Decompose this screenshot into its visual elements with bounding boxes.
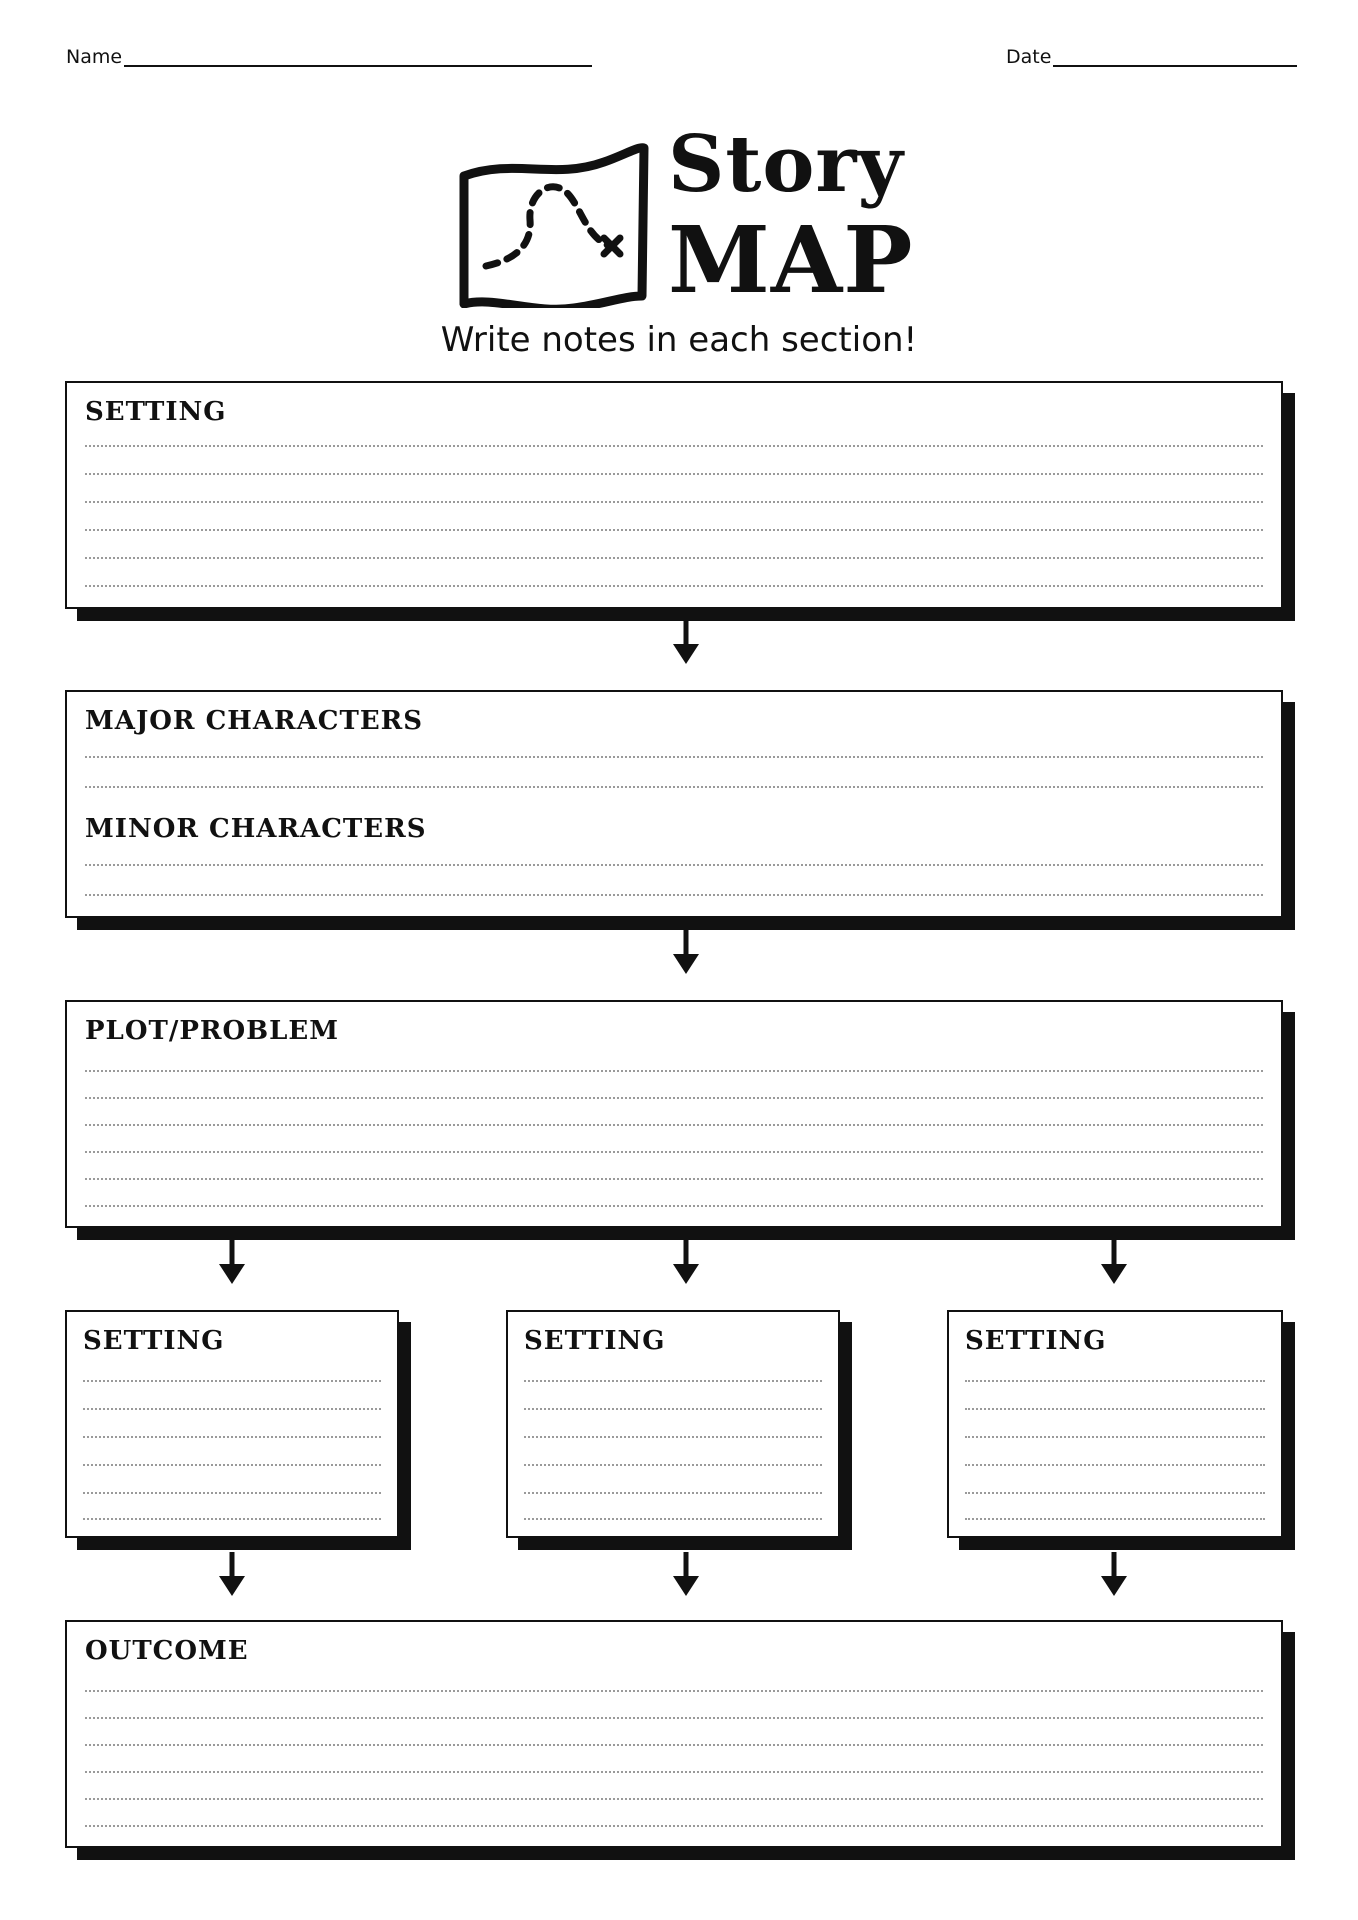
event-3-label: SETTING (965, 1326, 1107, 1356)
arrow-down-icon (212, 1240, 252, 1288)
writing-line (83, 1380, 381, 1382)
writing-line (524, 1492, 822, 1494)
event-box-3[interactable] (947, 1310, 1283, 1538)
writing-line (85, 1151, 1263, 1153)
name-field[interactable] (66, 48, 592, 67)
writing-line (965, 1408, 1265, 1410)
writing-line (85, 529, 1263, 531)
arrow-down-icon (666, 1552, 706, 1600)
characters-box[interactable] (65, 690, 1283, 918)
plot-problem-label: PLOT/PROBLEM (85, 1016, 339, 1046)
writing-line (85, 1690, 1263, 1692)
writing-line (83, 1518, 381, 1520)
date-line[interactable] (1053, 49, 1297, 67)
title-map: MAP (668, 206, 914, 314)
event-box-1[interactable] (65, 1310, 399, 1538)
writing-line (85, 585, 1263, 587)
writing-line (85, 1070, 1263, 1072)
writing-line (965, 1380, 1265, 1382)
writing-line (83, 1436, 381, 1438)
writing-line (965, 1518, 1265, 1520)
treasure-map-icon (454, 128, 664, 308)
writing-line (85, 501, 1263, 503)
writing-line (85, 1205, 1263, 1207)
writing-line (85, 1717, 1263, 1719)
writing-line (85, 894, 1263, 896)
event-box-2[interactable] (506, 1310, 840, 1538)
writing-line (524, 1436, 822, 1438)
writing-line (965, 1464, 1265, 1466)
writing-line (83, 1464, 381, 1466)
writing-line (85, 786, 1263, 788)
major-characters-label: MAJOR CHARACTERS (85, 706, 424, 736)
event-2-label: SETTING (524, 1326, 666, 1356)
writing-line (85, 1744, 1263, 1746)
writing-line (965, 1492, 1265, 1494)
arrow-down-icon (212, 1552, 252, 1600)
minor-characters-label: MINOR CHARACTERS (85, 814, 427, 844)
writing-line (83, 1408, 381, 1410)
name-line[interactable] (124, 49, 592, 67)
writing-line (85, 1178, 1263, 1180)
writing-line (965, 1436, 1265, 1438)
writing-line (85, 1124, 1263, 1126)
writing-line (85, 1097, 1263, 1099)
plot-problem-box[interactable] (65, 1000, 1283, 1228)
arrow-down-icon (666, 1240, 706, 1288)
writing-line (85, 1825, 1263, 1827)
setting-label: SETTING (85, 397, 227, 427)
date-field[interactable] (1006, 48, 1297, 67)
event-1-label: SETTING (83, 1326, 225, 1356)
writing-line (85, 864, 1263, 866)
arrow-down-icon (666, 620, 706, 668)
writing-line (524, 1464, 822, 1466)
writing-line (85, 756, 1263, 758)
writing-line (524, 1380, 822, 1382)
subtitle: Write notes in each section! (440, 320, 918, 360)
outcome-box[interactable] (65, 1620, 1283, 1848)
title-story: Story (668, 119, 904, 210)
writing-line (524, 1408, 822, 1410)
date-label: Date (1006, 46, 1052, 68)
writing-line (85, 1798, 1263, 1800)
writing-line (83, 1492, 381, 1494)
writing-line (524, 1518, 822, 1520)
arrow-down-icon (1094, 1552, 1134, 1600)
arrow-down-icon (666, 930, 706, 978)
arrow-down-icon (1094, 1240, 1134, 1288)
writing-line (85, 473, 1263, 475)
writing-line (85, 1771, 1263, 1773)
outcome-label: OUTCOME (85, 1636, 249, 1666)
name-label: Name (66, 46, 123, 68)
writing-line (85, 445, 1263, 447)
writing-line (85, 557, 1263, 559)
setting-box[interactable] (65, 381, 1283, 609)
